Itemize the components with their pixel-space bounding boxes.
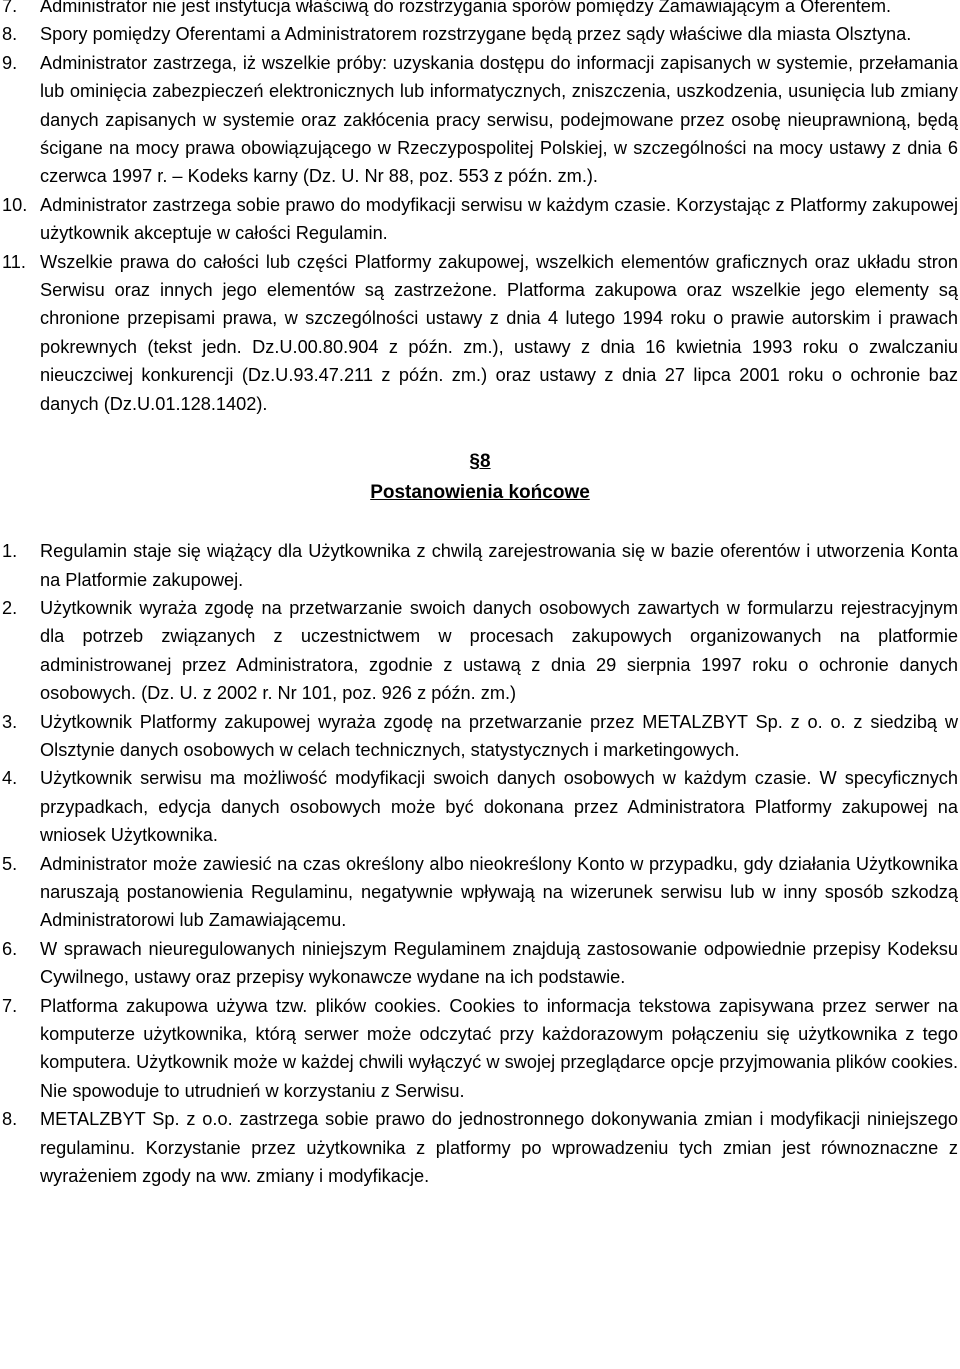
item-number: 2. xyxy=(2,597,18,618)
item-text: W sprawach nieuregulowanych niniejszym Regulaminem znajdują zastosowanie odpowiednie przepisy Kodeksu Cywilnego, ustawy oraz przepisy wykonawcze wydane na ich podstawie. xyxy=(40,938,958,988)
item-number: 3. xyxy=(2,711,18,732)
previous-section-list xyxy=(2,0,958,418)
item-number: 7. xyxy=(2,0,18,16)
list-item xyxy=(2,191,958,248)
list-item xyxy=(2,764,958,849)
list-item xyxy=(2,20,958,48)
list-item xyxy=(2,1105,958,1190)
item-text: Administrator zastrzega sobie prawo do modyfikacji serwisu w każdym czasie. Korzystając z Platformy zakupowej użytkownik akceptuje w całości Regulamin. xyxy=(40,194,958,244)
item-number: 1. xyxy=(2,541,18,562)
item-text: Administrator może zawiesić na czas określony albo nieokreślony Konto w przypadku, gdy działania Użytkownika naruszają postanowienia Regulaminu, negatywnie wpływają na wizerunek serwisu lub w inny sposób szkodzą Administratorowi lub Zamawiającemu. xyxy=(40,853,958,931)
item-number: 6. xyxy=(2,938,18,959)
item-text: Użytkownik serwisu ma możliwość modyfikacji swoich danych osobowych w każdym czasie. W specyficznych przypadkach, edycja danych osobowych może być dokonana przez Administratora Platformy zakupowej na wniosek Użytkownika. xyxy=(40,768,958,846)
item-number: 10. xyxy=(2,194,28,215)
item-text: METALZBYT Sp. z o.o. zastrzega sobie prawo do jednostronnego dokonywania zmian i modyfikacji niniejszego regulaminu. Korzystanie przez użytkownika z platformy po wprowadzeniu tych zmian jest równoznaczne z wyrażeniem zgody na ww. zmiany i modyfikacje. xyxy=(40,1109,958,1187)
item-number: 7. xyxy=(2,995,18,1016)
final-provisions-list xyxy=(2,537,958,1190)
item-text: Administrator zastrzega, iż wszelkie próby: uzyskania dostępu do informacji zapisanych w systemie, przełamania lub ominięcia zabezpieczeń elektronicznych lub informatycznych, zniszczenia, uszkodzenia, usunięcia lub zmiany danych zapisanych w systemie oraz zakłócenia pracy serwisu, podejmowane przez osobę nieuprawnioną, będą ścigane na mocy prawa obowiązującego w Rzeczypospolitej Polskiej, w szczególności na mocy ustawy z dnia 6 czerwca 1997 r. – Kodeks karny (Dz. U. Nr 88, poz. 553 z późn. zm.). xyxy=(40,52,958,187)
section-title: Postanowienia końcowe xyxy=(370,482,590,504)
item-number: 8. xyxy=(2,24,18,45)
item-text: Regulamin staje się wiążący dla Użytkownika z chwilą zarejestrowania się w bazie oferentów i utworzenia Konta na Platformie zakupowej. xyxy=(40,541,958,590)
list-item xyxy=(2,248,958,418)
list-item xyxy=(2,594,958,708)
list-item xyxy=(2,935,958,992)
item-number: 9. xyxy=(2,52,18,73)
list-item xyxy=(2,49,958,191)
item-number: 11. xyxy=(2,251,26,272)
item-text: Użytkownik wyraża zgodę na przetwarzanie swoich danych osobowych zawartych w formularzu rejestracyjnym dla potrzeb związanych z uczestnictwem w procesach zakupowych organizowanych na platformie administrowanej przez Administratora, zgodnie z ustawą z dnia 29 sierpnia 1997 roku o ochronie danych osobowych. (Dz. U. z 2002 r. Nr 101, poz. 926 z późn. zm.) xyxy=(40,597,958,704)
item-text: Wszelkie prawa do całości lub części Platformy zakupowej, wszelkich elementów graficznych oraz układu stron Serwisu oraz innych jego elementów są zastrzeżone. Platforma zakupowa oraz wszelkie jego elementy są chronione przepisami prawa, w szczególności ustawy z dnia 4 lutego 1994 roku o prawie autorskim i prawach pokrewnych (tekst jedn. Dz.U.00.80.904 z późn. zm.), ustawy z dnia 16 kwietnia 1993 roku o zwalczaniu nieuczciwej konkurencji (Dz.U.93.47.211 z późn. zm.) oraz ustawy z dnia 27 lipca 2001 roku o ochronie baz danych (Dz.U.01.128.1402). xyxy=(40,251,958,414)
item-text: Użytkownik Platformy zakupowej wyraża zgodę na przetwarzanie przez METALZBYT Sp. z o. o. z siedzibą w Olsztynie danych osobowych w celach technicznych, statystycznych i marketingowych. xyxy=(40,711,958,760)
item-text: Platforma zakupowa używa tzw. plików cookies. Cookies to informacja tekstowa zapisywana przez serwer na komputerze użytkownika, którą serwer może odczytać przy każdorazowym połączeniu się użytkownika z tego komputera. Użytkownik może w każdej chwili wyłączyć w swojej przeglądarce opcje przyjmowania plików cookies. Nie spowoduje to utrudnień w korzystaniu z Serwisu. xyxy=(40,995,958,1101)
list-item xyxy=(2,537,958,594)
list-item xyxy=(2,708,958,765)
item-number: 4. xyxy=(2,768,18,789)
item-text: Administrator nie jest instytucja właściwą do rozstrzygania sporów pomiędzy Zamawiającym a Oferentem. xyxy=(40,0,892,16)
item-number: 8. xyxy=(2,1109,18,1130)
section-sign: §8 xyxy=(469,451,491,473)
list-item xyxy=(2,992,958,1106)
item-number: 5. xyxy=(2,853,18,874)
list-item xyxy=(2,0,958,20)
item-text: Spory pomiędzy Oferentami a Administratorem rozstrzygane będą przez sądy właściwe dla miasta Olsztyna. xyxy=(40,24,912,45)
list-item xyxy=(2,850,958,935)
